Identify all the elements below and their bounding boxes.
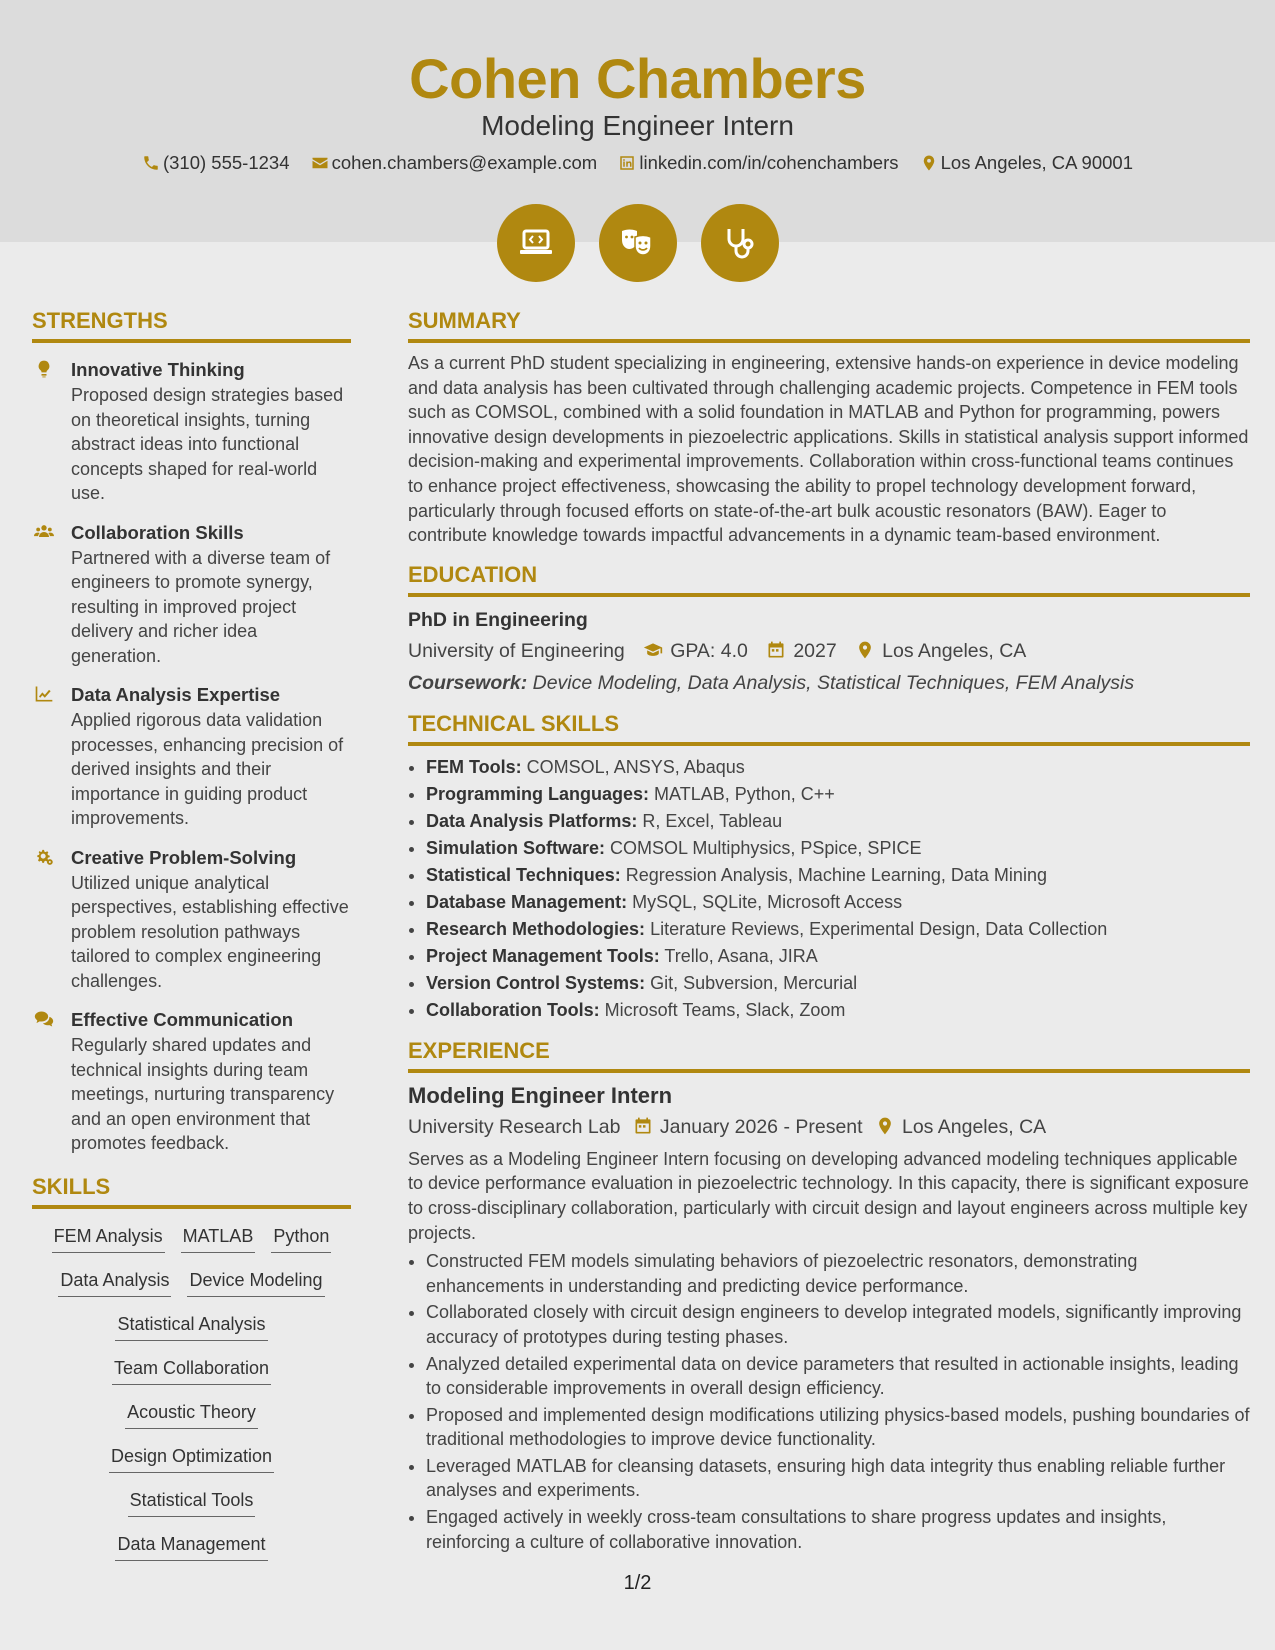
gpa: GPA: 4.0 [670,639,748,662]
map-marker-icon [920,154,938,172]
list-item: • Engaged actively in weekly cross-team consultations to share progress updates and insights, reinforcing a culture of collaborative innovation. [426,1505,1250,1554]
contact-linkedin[interactable] [618,152,898,174]
chart-line-icon [32,684,56,704]
tech-skill-label: Programming Languages: [426,783,650,804]
list-item: • Proposed and implemented design modifications utilizing physics-based models, pushing boundaries of traditional methodologies to improve device functionality. [426,1403,1250,1452]
tech-skill-label: Simulation Software: [426,837,606,858]
tech-skill-value: Literature Reviews, Experimental Design, Data Collection [650,918,1108,939]
summary-text: As a current PhD student specializing in engineering, extensive hands-on experience in device modeling and data analysis has been cultivated through challenging academic projects. Competence in FEM tools such as COMSOL, combined with a solid foundation in MATLAB and Python for programming, powers innovative design developments in piezoelectric applications. Skills in statistical analysis support informed decision-making and experimental improvements. Collaboration within cross-functional teams continues to enhance project effectiveness, showcasing the ability to propel technology development forward, particularly through focused efforts on state-of-the-art bulk acoustic resonators (BAW). Eager to contribute knowledge towards impactful advancements in a dynamic team-based environment. [408,353,1249,546]
education-heading: EDUCATION [408,562,1250,597]
theater-masks-circle [599,204,677,282]
tech-skill-label: FEM Tools: [426,756,522,777]
list-item [426,970,1250,997]
strength-title: Creative Problem-Solving [71,846,297,868]
list-item [426,781,1250,808]
strength-item [32,845,351,994]
summary-heading: SUMMARY [408,308,1250,343]
degree-title: PhD in Engineering [408,608,588,631]
comments-icon [32,1009,56,1029]
employment-dates: January 2026 - Present [659,1115,863,1138]
tech-skill-label: Database Management: [426,891,628,912]
lightbulb-icon [32,359,56,379]
envelope-icon [311,154,329,172]
stethoscope-circle [701,204,779,282]
skill-tag: Data Management [115,1531,267,1561]
list-item [426,916,1250,943]
theater-masks-icon [618,223,658,263]
tech-skill-label: Version Control Systems: [426,972,646,993]
contact-location [920,152,1133,174]
education-location: Los Angeles, CA [882,639,1027,662]
tech-skill-label: Research Methodologies: [426,918,646,939]
strength-item [32,682,351,831]
experience-heading: EXPERIENCE [408,1038,1250,1073]
contact-email-text: cohen.chambers@example.com [331,152,598,173]
skill-tag: Data Analysis [58,1267,171,1297]
experience-description: Serves as a Modeling Engineer Intern focusing on developing advanced modeling techniques applicable to device performance evaluation in piezoelectric technology. In this capacity, there is significant exposure to cross-disciplinary collaboration, particularly with circuit design and layout engineers across multiple key projects. [408,1148,1249,1243]
contact-phone[interactable] [142,152,290,174]
strength-title: Effective Communication [71,1009,294,1030]
school-name: University of Engineering [408,639,625,662]
contact-email[interactable] [311,152,598,174]
phone-icon [142,154,160,172]
calendar-icon [632,1116,654,1136]
strength-title: Data Analysis Expertise [71,684,281,705]
skill-tag: Python [271,1223,331,1253]
skill-tag: Acoustic Theory [125,1399,258,1429]
list-item [426,889,1250,916]
tech-skill-value: Trello, Asana, JIRA [664,945,818,966]
job-title-heading: Modeling Engineer Intern [481,110,794,141]
map-marker-icon [874,1116,896,1136]
users-icon [32,522,56,542]
list-item [426,862,1250,889]
strength-desc: Applied rigorous data validation processes, enhancing precision of derived insights and their importance in guiding product improvements. [71,710,344,828]
list-item [426,943,1250,970]
tech-skill-value: MySQL, SQLite, Microsoft Access [632,891,903,912]
graduation-year: 2027 [793,639,837,662]
contact-phone-text: (310) 555-1234 [162,152,290,173]
strength-desc: Proposed design strategies based on theoretical insights, turning abstract ideas into functional concepts shaped for real-world use. [71,385,344,503]
right-column [408,308,1250,1556]
skills-heading: SKILLS [32,1174,351,1209]
candidate-name: Cohen Chambers [409,47,866,110]
strength-item [32,520,351,669]
contact-bar [0,152,1275,174]
tech-skill-value: Microsoft Teams, Slack, Zoom [604,999,846,1020]
interest-icons [0,204,1275,282]
page-number: 1/2 [623,1572,652,1594]
stethoscope-icon [720,223,760,263]
experience-details [408,1113,1250,1141]
tech-skill-label: Project Management Tools: [426,945,660,966]
tech-skill-label: Data Analysis Platforms: [426,810,638,831]
tech-skill-value: COMSOL Multiphysics, PSpice, SPICE [610,837,922,858]
list-item [426,754,1250,781]
technical-skills-section [408,711,1250,1024]
technical-skills-heading: TECHNICAL SKILLS [408,711,1250,746]
coursework [408,669,1250,697]
skill-tag: Device Modeling [187,1267,324,1297]
list-item [426,835,1250,862]
skill-tag: Statistical Analysis [115,1311,267,1341]
strength-desc: Utilized unique analytical perspectives, establishing effective problem resolution pathways tailored to complex engineering challenges. [71,872,349,991]
tech-skill-value: Git, Subversion, Mercurial [650,972,858,993]
skill-tag: Team Collaboration [112,1355,271,1385]
experience-location: Los Angeles, CA [901,1115,1047,1138]
skill-tags [32,1223,351,1561]
list-item: • Leveraged MATLAB for cleansing datasets, ensuring high data integrity thus enabling reliable further analyses and experiments. [426,1454,1250,1503]
technical-skills-list [408,754,1250,1024]
calendar-icon [765,640,787,660]
linkedin-icon [618,154,636,172]
list-item: • Constructed FEM models simulating behaviors of piezoelectric resonators, demonstrating enhancements in understanding and predicting device performance. [426,1249,1250,1298]
tech-skill-label: Collaboration Tools: [426,999,600,1020]
strength-title: Collaboration Skills [71,521,244,543]
skill-tag: MATLAB [181,1223,256,1253]
experience-job-title: Modeling Engineer Intern [408,1082,673,1108]
tech-skill-value: Regression Analysis, Machine Learning, Data Mining [625,864,1047,885]
contact-location-text: Los Angeles, CA 90001 [940,152,1133,173]
list-item [426,997,1250,1024]
tech-skill-value: MATLAB, Python, C++ [654,783,835,804]
skill-tag: FEM Analysis [52,1223,165,1253]
list-item [426,808,1250,835]
tech-skill-value: COMSOL, ANSYS, Abaqus [526,756,745,777]
experience-bullets [408,1249,1250,1554]
laptop-code-circle [497,204,575,282]
strengths-heading: STRENGTHS [32,308,351,343]
coursework-label: Coursework: [408,671,528,694]
strength-title: Innovative Thinking [71,359,245,380]
strength-item [32,357,351,506]
list-item: • Analyzed detailed experimental data on device parameters that resulted in actionable insights, leading to considerable improvements in overall design efficiency. [426,1352,1250,1401]
company-name: University Research Lab [408,1115,621,1138]
laptop-code-icon [516,223,556,263]
map-marker-icon [854,640,876,660]
strength-desc: Regularly shared updates and technical insights during team meetings, nurturing transparency and an open environment that promotes feedback. [71,1035,335,1153]
coursework-list: Device Modeling, Data Analysis, Statistical Techniques, FEM Analysis [532,671,1135,694]
strength-desc: Partnered with a diverse team of engineers to promote synergy, resulting in improved project delivery and richer idea generation. [71,547,331,666]
education-details [408,637,1250,665]
tech-skill-value: R, Excel, Tableau [642,810,783,831]
tech-skill-label: Statistical Techniques: [426,864,621,885]
education-section [408,562,1250,697]
graduation-cap-icon [642,640,664,660]
skill-tag: Statistical Tools [128,1487,256,1517]
list-item: • Collaborated closely with circuit design engineers to develop integrated models, significantly improving accuracy of prototypes during testing phases. [426,1300,1250,1349]
left-column [32,308,351,1561]
strength-item [32,1007,351,1156]
cogs-icon [32,847,56,867]
experience-section [408,1038,1250,1555]
contact-linkedin-text: linkedin.com/in/cohenchambers [639,152,899,173]
skills-section [32,1174,351,1561]
skill-tag: Design Optimization [109,1443,274,1473]
